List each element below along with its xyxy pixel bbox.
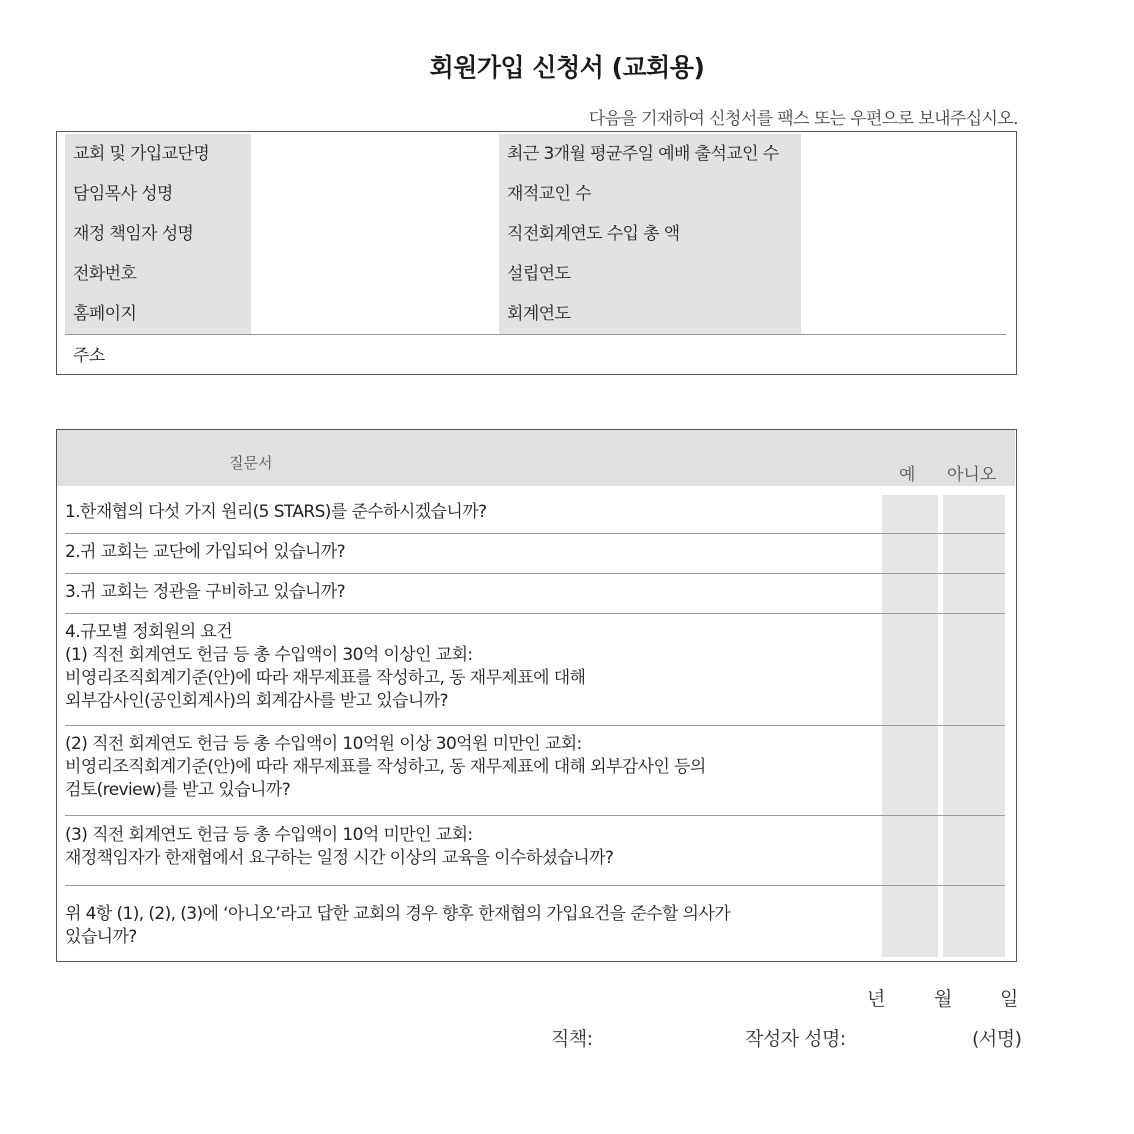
question-row-4-3 [65,816,1005,886]
question-line: 외부감사인(공인회계사)의 회계감사를 받고 있습니까? [65,691,448,711]
church-info-table [56,131,1017,375]
question-line: 2.귀 교회는 교단에 가입되어 있습니까? [65,542,345,562]
question-line: 있습니까? [65,927,137,947]
question-line: 위 4항 (1), (2), (3)에 ‘아니오’라고 답한 교회의 경우 향후 한재협의 가입요건을 준수할 의사가 [65,904,731,924]
question-line: (2) 직전 회계연도 헌금 등 총 수입액이 10억원 이상 30억원 미만인 교회: [65,734,582,754]
senior-pastor-label: 담임목사 성명 [65,174,251,214]
founding-year-label: 설립연도 [499,254,801,294]
question-line: 비영리조직회계기준(안)에 따라 재무제표를 작성하고, 동 재무제표에 대해 외부감사인 등의 [65,757,706,777]
registered-members-field[interactable] [801,174,1006,214]
signature-label: (서명) [972,1028,1022,1050]
questionnaire-header [57,430,1015,486]
question-row-3 [65,574,1005,614]
question-text [65,903,875,949]
questionnaire-title: 질문서 [229,454,273,472]
question-line: 4.규모별 정회원의 요건 [65,622,233,642]
question-line: 3.귀 교회는 정관을 구비하고 있습니까? [65,582,345,602]
instruction-text: 다음을 기재하여 신청서를 팩스 또는 우편으로 보내주십시오. [588,109,1018,129]
info-row [65,254,1006,295]
finance-officer-label: 재정 책임자 성명 [65,214,251,254]
address-label: 주소 [73,346,105,366]
question-row-4 [65,614,1005,726]
info-row [65,294,1006,335]
date-month-label: 월 [934,988,953,1010]
finance-officer-field[interactable] [251,214,499,254]
question-text [65,733,875,802]
total-income-field[interactable] [801,214,1006,254]
form-title: 회원가입 신청서 (교회용) [429,53,705,82]
no-column-header: 아니오 [947,465,997,485]
phone-label: 전화번호 [65,254,251,294]
yes-column-header: 예 [899,465,916,485]
senior-pastor-field[interactable] [251,174,499,214]
question-row-4-2 [65,726,1005,816]
question-text [65,541,875,564]
question-line: (1) 직전 회계연도 헌금 등 총 수입액이 30억 이상인 교회: [65,645,473,665]
question-line: 비영리조직회계기준(안)에 따라 재무제표를 작성하고, 동 재무제표에 대해 [65,668,586,688]
author-name-label: 작성자 성명: [745,1028,846,1050]
info-row [65,174,1006,215]
question-line: 검토(review)를 받고 있습니까? [65,780,291,800]
fiscal-year-label: 회계연도 [499,294,801,334]
question-text [65,621,875,713]
church-denomination-label: 교회 및 가입교단명 [65,134,251,174]
info-row [65,134,1006,175]
founding-year-field[interactable] [801,254,1006,294]
registered-members-label: 재적교인 수 [499,174,801,214]
question-line: 1.한재협의 다섯 가지 원리(5 STARS)를 준수하시겠습니까? [65,502,487,522]
question-text [65,824,875,870]
date-year-label: 년 [867,988,886,1010]
question-line: (3) 직전 회계연도 헌금 등 총 수입액이 10억 미만인 교회: [65,825,473,845]
question-text [65,501,875,524]
total-income-label: 직전회계연도 수입 총 액 [499,214,801,254]
avg-attendance-field[interactable] [801,134,1006,174]
date-day-label: 일 [1000,988,1019,1010]
question-row-5 [65,886,1005,958]
avg-attendance-label: 최근 3개월 평균주일 예배 출석교인 수 [499,134,801,174]
homepage-label: 홈페이지 [65,294,251,334]
info-row [65,214,1006,255]
questionnaire-table [56,429,1017,962]
question-line: 재정책임자가 한재협에서 요구하는 일정 시간 이상의 교육을 이수하셨습니까? [65,848,614,868]
homepage-field[interactable] [251,294,499,334]
position-label: 직책: [551,1028,593,1050]
question-text [65,581,875,604]
phone-field[interactable] [251,254,499,294]
question-row-2 [65,534,1005,574]
church-denomination-field[interactable] [251,134,499,174]
fiscal-year-field[interactable] [801,294,1006,334]
question-row-1 [65,495,1005,534]
